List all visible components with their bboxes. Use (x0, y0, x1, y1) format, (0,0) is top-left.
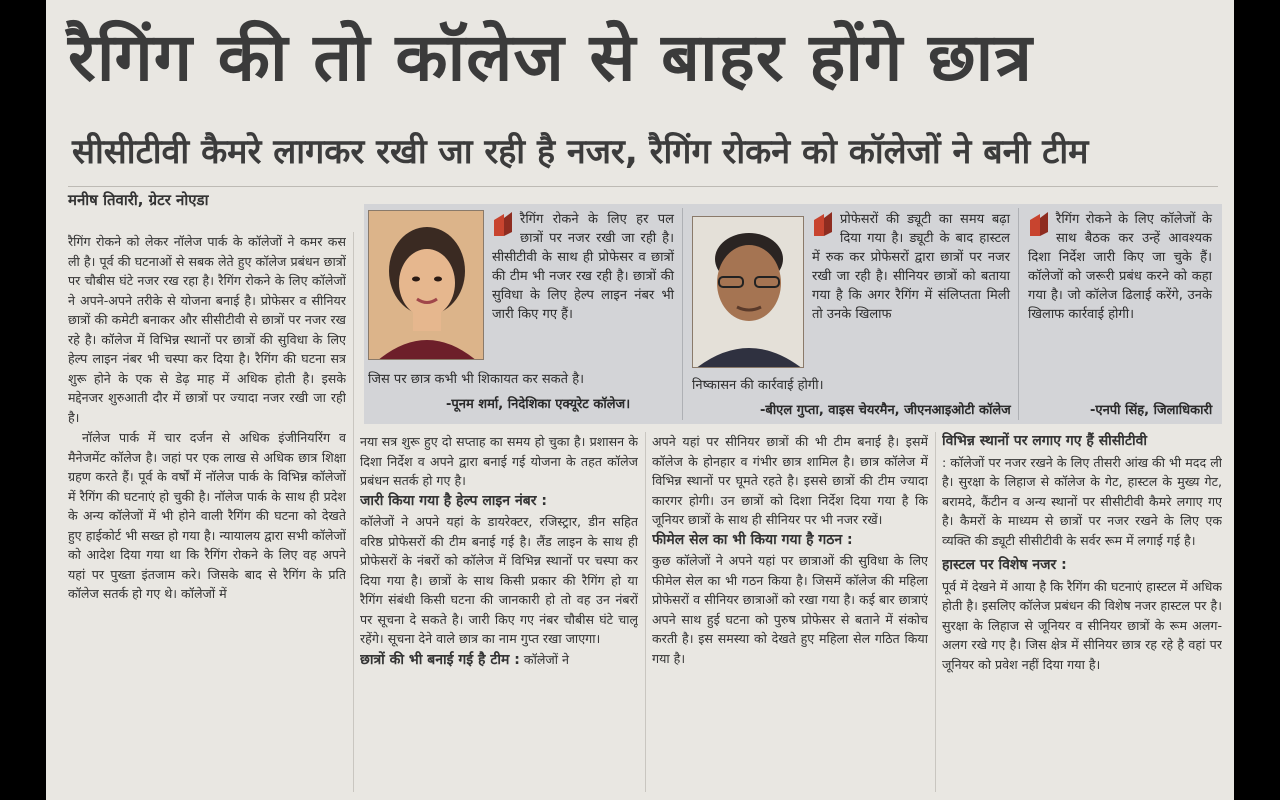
paragraph: : कॉलेजों पर नजर रखने के लिए तीसरी आंख की भी मदद ली है। सुरक्षा के लिहाज से कॉलेज के गेट, हास्टल के मुख्य गेट, बरामदे, कैंटीन व अन्य स्थानों पर सीसीटीवी कैमरे लगाए गए है। कैमरों के माध्यम से छात्रों पर नजर रखने के लिए एक व्यक्ति की ड्यूटी सीसीटीवी के सर्वर रूम में लगाई गई है। (942, 454, 1222, 548)
byline: मनीष तिवारी, ग्रेटर नोएडा (68, 191, 209, 209)
quote-mark-icon (812, 210, 834, 238)
newspaper-clipping (46, 0, 1234, 800)
paragraph: कॉलेजों ने अपने यहां के डायरेक्टर, रजिस्ट्रार, डीन सहित वरिष्ठ प्रोफेसरों की टीम बनाई गई है। लैंड लाइन के साथ ही प्रोफेसरों के नंबरों को कॉलेज में विभिन्न स्थानों पर चस्पा कर दिया गया है। छात्रों के साथ किसी प्रकार की रैगिंग हो या रैगिंग संबंधी किसी घटना की जानकारी हो तो वह उन नंबरों पर सूचना दे सकते है। जारी किए गए नंबर चौबीस घंटे चालू रहेंगे। सूचना देने वाले छात्र का नाम गुप्त रखा जाएगा। (360, 514, 638, 646)
quote-2 (812, 210, 1010, 324)
paragraph: नॉलेज पार्क में चार दर्जन से अधिक इंजीनियरिंग व मैनेजमेंट कॉलेज है। जहां पर एक लाख से अधिक छात्र शिक्षा ग्रहण करते हैं। पूर्व के वर्षों में नॉलेज पार्क के विभिन्न कॉलेजों में रैगिंग की घटनाएं हो चुकी है। नॉलेज पार्क के साथ ही प्रदेश के अन्य कॉलेजों में भी होने वाली रैगिंग की घटना को देखते हुए हाईकोर्ट भी सख्त हो गया है। न्यायालय द्वारा सभी कॉलेजों को आदेश दिया गया था कि रैगिंग रोकने के लिए वह अपने यहां पर पुख्ता इंतजाम करे। जिसके बाद से रैगिंग के प्रति कॉलेज सतर्क हो गए थे। कॉलेजों में (68, 430, 346, 601)
section-heading: फीमेल सेल का भी किया गया है गठन : (652, 531, 853, 548)
section-heading: हास्टल पर विशेष नजर : (942, 557, 1067, 573)
paragraph: कुछ कॉलेजों ने अपने यहां पर छात्राओं की सुविधा के लिए फीमेल सेल का भी गठन किया है। जिसमें कॉलेज की महिला प्रोफेसरों व सीनियर छात्राओं को रखा गया है। कई बार छात्राएं अपने साथ हुई घटना को पुरुष प्रोफेसर से बताने में संकोच करती है। इस समस्या को देखते हुए महिला सेल गठित किया गया है। (652, 553, 928, 666)
woman-portrait-icon (369, 211, 484, 360)
quote-3 (1028, 210, 1212, 324)
section-heading: जारी किया गया है हेल्प लाइन नंबर : (360, 492, 547, 509)
paragraph: कॉलेजों ने (523, 651, 569, 667)
quote-1-tail: जिस पर छात्र कभी भी शिकायत कर सकते है। (368, 372, 585, 387)
article-column-4 (942, 432, 1222, 792)
paragraph: रैगिंग रोकने को लेकर नॉलेज पार्क के कॉलेजों ने कमर कस ली है। पूर्व की घटनाओं से सबक लेते हुए कॉलेज प्रबंधन छात्रों पर चौबीस घंटे नजर रख रहा है। रैगिंग रोकने के लिए कॉलेजों ने अपने-अपने तरीके से योजना बनाई है। प्रोफेसर व सीनियर छात्रों की कमेटी बनाकर और सीसीटीवी से छात्रों पर नजर रख रहे है। कॉलेज में विभिन्न स्थानों पर छात्रों की सुविधा के लिए हेल्प लाइन नंबर भी चस्पा कर दिया है। रैगिंग की घटना सत्र शुरू होने के एक से डेढ़ माह में अधिक होती है। इसके मद्देनजर शुरुआती दौर में छात्रों पर ज्यादा नजर रखी जा रही है। (68, 234, 346, 425)
quotes-panel (364, 204, 1222, 424)
quote-2-tail: निष्कासन की कार्रवाई होगी। (692, 378, 824, 393)
section-heading: विभिन्न स्थानों पर लगाए गए हैं सीसीटीवी (942, 433, 1147, 449)
column-divider (645, 432, 646, 792)
headline: रैगिंग की तो कॉलेज से बाहर होंगे छात्र (68, 19, 1033, 96)
paragraph: अपने यहां पर सीनियर छात्रों की भी टीम बनाई है। इसमें कॉलेज के होनहार व गंभीर छात्र शामिल है। छात्र कॉलेज में विभिन्न स्थानों पर घूमते रहते है। इससे छात्रों की टीम ज्यादा कारगर होगी। उन छात्रों को दिशा निर्देश दिया गया है कि जूनियर छात्रों के साथ ही सीनियर पर भी नजर रखें। (652, 434, 928, 527)
column-divider (935, 432, 936, 792)
man-portrait-icon (693, 217, 804, 368)
quote-1 (492, 210, 674, 324)
article-column-3 (652, 432, 928, 792)
portrait-photo-poonam-sharma (368, 210, 484, 360)
paragraph: नया सत्र शुरू हुए दो सप्ताह का समय हो चुका है। प्रशासन के दिशा निर्देश व अपने द्वारा बनाई गई योजना के तहत कॉलेज प्रबंधन सतर्क हो गए है। (360, 434, 638, 488)
quote-separator (1018, 208, 1019, 420)
quote-mark-icon (492, 210, 514, 238)
paragraph: पूर्व में देखने में आया है कि रैगिंग की घटनाएं हास्टल में अधिक होती है। इसलिए कॉलेज प्रबंधन की विशेष नजर हास्टल पर है। सुरक्षा के लिहाज से जूनियर व सीनियर छात्रों के रूम अलग-अलग रखे गए है। जिस क्षेत्र में सीनियर छात्र रह रहे है वहां पर जूनियर को प्रवेश नहीं दिया गया है। (942, 578, 1222, 672)
divider (68, 186, 1218, 187)
quote-3-attribution: -एनपी सिंह, जिलाधिकारी (1090, 403, 1213, 418)
quote-2-attribution: -बीएल गुप्ता, वाइस चेयरमैन, जीएनआइओटी कॉलेज (760, 403, 1011, 418)
portrait-photo-bl-gupta (692, 216, 804, 368)
subheadline: सीसीटीवी कैमरे लागकर रखी जा रही है नजर, रैगिंग रोकने को कॉलेजों ने बनी टीम (72, 132, 1089, 172)
quote-separator (682, 208, 683, 420)
quote-2-text: प्रोफेसरों की ड्यूटी का समय बढ़ा दिया गया है। ड्यूटी के बाद हास्टल में रुक कर प्रोफेसरों द्वारा छात्रों पर नजर रखी जा रही है। सीनियर छात्रों को बताया गया है कि अगर रैगिंग में संलिप्तता मिली तो उनके खिलाफ (812, 212, 1010, 322)
quote-mark-icon (1028, 210, 1050, 238)
article-column-2 (360, 432, 638, 792)
section-heading: छात्रों की भी बनाई गई है टीम : (360, 651, 520, 668)
quote-1-text: रैगिंग रोकने के लिए हर पल छात्रों पर नजर रखी जा रही है। सीसीटीवी के साथ ही प्रोफेसर व छात्रों की टीम भी नजर रख रही है। छात्रों की सुविधा के लिए हेल्प लाइन नंबर भी जारी किए गए हैं। (492, 212, 674, 322)
article-column-1 (68, 232, 346, 792)
column-divider (353, 232, 354, 792)
quote-1-attribution: -पूनम शर्मा, निदेशिका एक्यूरेट कॉलेज। (446, 397, 631, 412)
quote-3-text: रैगिंग रोकने के लिए कॉलेजों के साथ बैठक कर उन्हें आवश्यक दिशा निर्देश जारी किए जा चुके हैं। कॉलेजों को जरूरी प्रबंध करने को कहा गया है। जो कॉलेज ढिलाई करेंगे, उनके खिलाफ कार्रवाई होगी। (1028, 212, 1212, 322)
